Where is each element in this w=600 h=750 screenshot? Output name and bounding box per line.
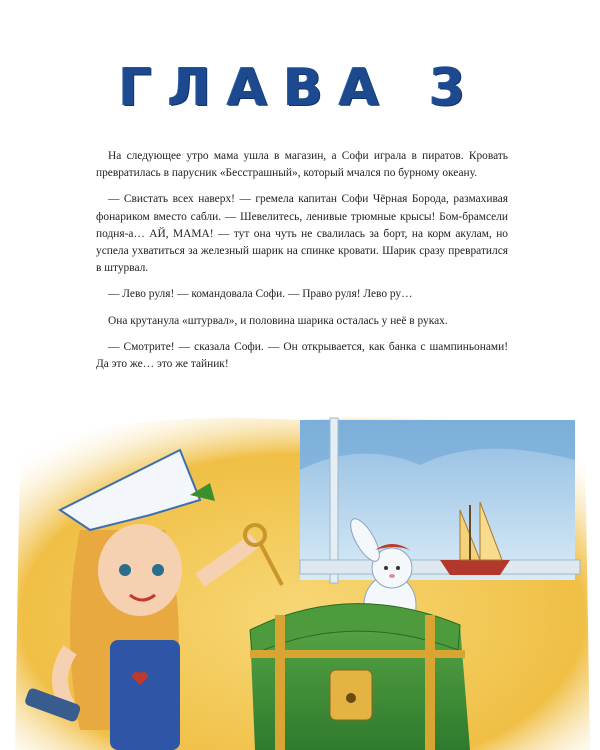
paragraph: — Лево руля! — командовала Софи. — Право руля! Лево ру… [108, 288, 413, 301]
treasure-chest [250, 604, 470, 750]
story-text [96, 148, 508, 382]
window [300, 418, 580, 583]
paragraph: — Свистать всех наверх! — гремела капитан Софи Чёрная Борода, размахивая фонариком вместо сабли. — Шевелитесь, ленивые трюмные крысы! Бом-брамсели подня-а… АЙ, МАМА! — тут она чуть не свалилась за борт, на корм акулам, но успела ухватиться за железный шарик на спинке кровати. Шарик сразу превратился в штурвал. [96, 193, 508, 275]
paragraph: Она крутанула «штурвал», и половина шарика осталась у неё в руках. [108, 314, 448, 327]
illustration [0, 410, 600, 750]
paragraph: На следующее утро мама ушла в магазин, а Софи играла в пиратов. Кровать превратилась в парусник «Бесстрашный», который мчался по бурному океану. [96, 150, 508, 180]
chapter-title: ГЛАВА 3 [118, 58, 482, 118]
paragraph: — Смотрите! — сказала Софи. — Он открывается, как банка с шампиньонами! Да это же… это же тайник! [96, 340, 508, 371]
